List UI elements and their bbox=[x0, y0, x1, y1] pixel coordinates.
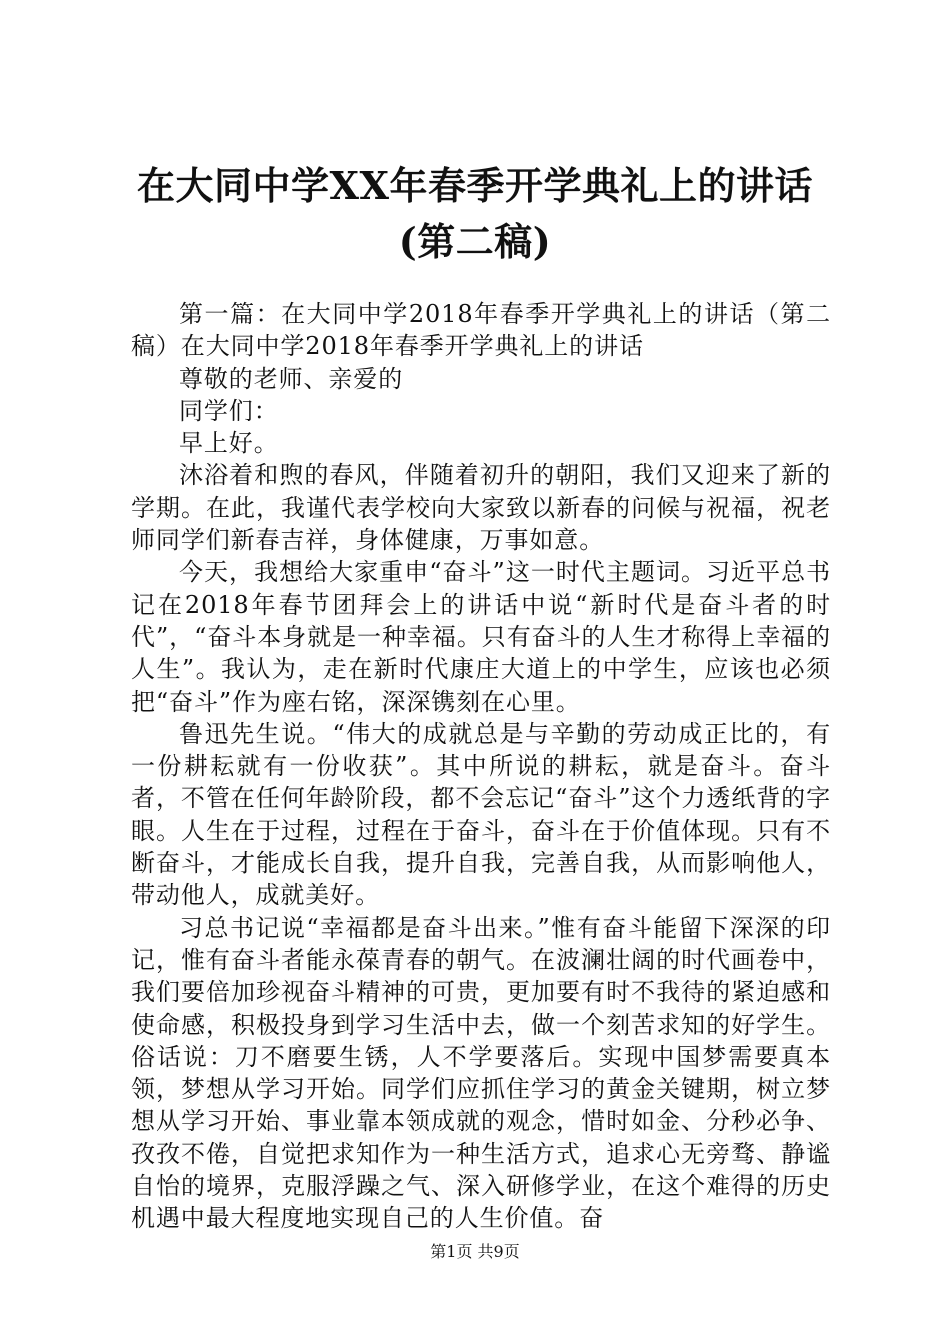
paragraph-body: 沐浴着和煦的春风，伴随着初升的朝阳，我们又迎来了新的学期。在此，我谨代表学校向大家致以新春的问候与祝福，祝老师同学们新春吉祥，身体健康，万事如意。 bbox=[131, 461, 831, 555]
paragraph-greeting: 早上好。 bbox=[179, 429, 279, 458]
paragraph-body: 习总书记说“幸福都是奋斗出来。”惟有奋斗能留下深深的印记，惟有奋斗者能永葆青春的朝气。在波澜壮阔的时代画卷中，我们要倍加珍视奋斗精神的可贵，更加要有时不我待的紧迫感和使命感，积极投身到学习生活中去，做一个刻苦求知的好学生。俗话说：刀不磨要生锈，人不学要落后。实现中国梦需要真本领，梦想从学习开始。同学们应抓住学习的黄金关键期，树立梦想从学习开始、事业靠本领成就的观念，惜时如金、分秒必争、孜孜不倦，自觉把求知作为一种生活方式，追求心无旁骛、静谧自怡的境界，克服浮躁之气、深入研修学业，在这个难得的历史机遇中最大程度地实现自己的人生价值。奋 bbox=[131, 913, 831, 1233]
paragraph-salutation: 尊敬的老师、亲爱的 bbox=[179, 364, 404, 393]
paragraph-body: 鲁迅先生说。“伟大的成就总是与辛勤的劳动成正比的，有一份耕耘就有一份收获”。其中所说的耕耘，就是奋斗。奋斗者，不管在任何年龄阶段，都不会忘记“奋斗”这个力透纸背的字眼。人生在于过程，过程在于奋斗，奋斗在于价值体现。只有不断奋斗，才能成长自我，提升自我，完善自我，从而影响他人，带动他人，成就美好。 bbox=[131, 719, 831, 910]
page-number-footer: 第1页 共9页 bbox=[430, 1242, 520, 1261]
paragraph-intro: 第一篇：在大同中学2018年春季开学典礼上的讲话（第二稿）在大同中学2018年春季开学典礼上的讲话 bbox=[131, 300, 831, 361]
paragraph-salutation-cont: 同学们： bbox=[179, 396, 279, 425]
paragraph-body: 今天，我想给大家重申“奋斗”这一时代主题词。习近平总书记在2018年春节团拜会上的讲话中说“新时代是奋斗者的时代”，“奋斗本身就是一种幸福。只有奋斗的人生才称得上幸福的人生”。我认为，走在新时代康庄大道上的中学生，应该也必须把“奋斗”作为座右铭，深深镌刻在心里。 bbox=[131, 558, 831, 716]
document-body bbox=[131, 298, 831, 1235]
document-title: 在大同中学XX年春季开学典礼上的讲话(第二稿) bbox=[137, 163, 813, 264]
